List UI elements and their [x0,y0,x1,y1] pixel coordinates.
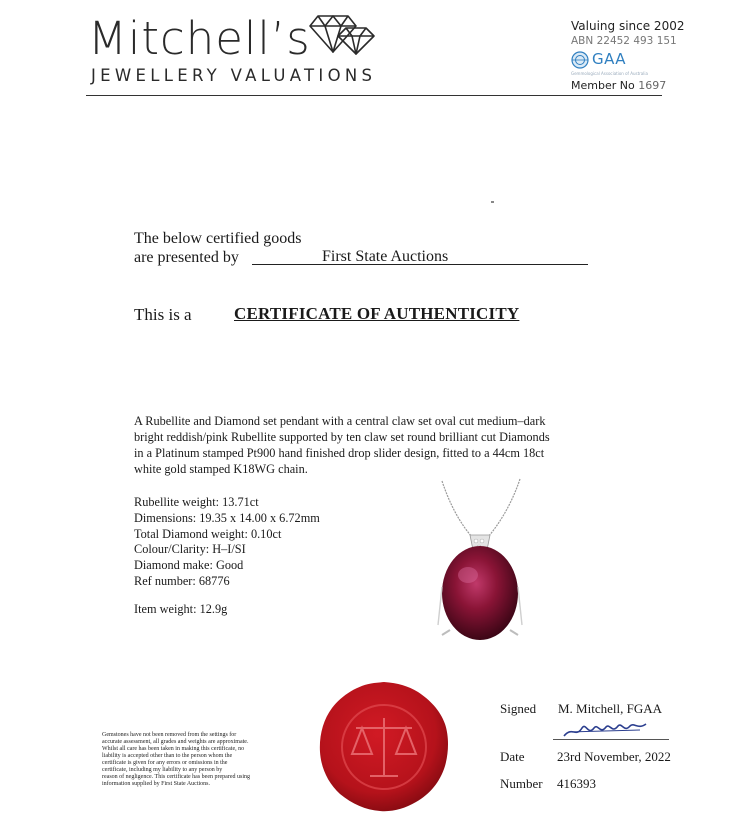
recipient-name: First State Auctions [322,248,449,265]
disclaimer-line: Whilst all care has been taken in making this certificate, no [102,746,245,752]
certificate-date: 23rd November, 2022 [557,749,671,764]
description-line: white gold stamped K18WG chain. [134,462,308,476]
brand-tagline: JEWELLERY VALUATIONS [91,66,377,85]
description-line: in a Platinum stamped Pt900 hand finished drop slider design, fitted to a 44cm 18ct [134,446,545,460]
gaa-logo-text: GAA [592,50,627,68]
diamond-logo-icon [308,14,376,56]
spec-colour-clarity: Colour/Clarity: H–I/SI [134,542,246,557]
spec-rubellite-weight: Rubellite weight: 13.71ct [134,495,259,509]
disclaimer-line: information supplied by First State Auctions. [102,781,210,787]
gaa-globe-icon [571,51,589,69]
number-label: Number [500,776,543,791]
description-line: A Rubellite and Diamond set pendant with a central claw set oval cut medium–dark [134,414,546,428]
pendant-photo [420,475,540,645]
member-label: Member No [571,79,635,92]
spec-diamond-make: Diamond make: Good [134,558,244,573]
item-description [134,413,614,477]
signer-name: M. Mitchell, FGAA [558,701,662,716]
valuing-since: Valuing since 2002 [571,19,685,33]
presented-line-1: The below certified goods [134,230,302,247]
disclaimer-line: certificate, including my liability to any person by [102,767,223,773]
gaa-subtitle: Gemmological Association of Australia [571,71,648,76]
disclaimer-line: certificate is given for any errors or omissions in the [102,760,228,766]
member-number [571,79,666,92]
abn-number: ABN 22452 493 151 [571,35,677,47]
certificate-number: 416393 [557,776,596,791]
specification-list [134,495,320,590]
disclaimer-line: Gemstones have not been removed from the settings for [102,732,237,738]
disclaimer-text [102,732,302,788]
header-divider [86,95,662,96]
signed-label: Signed [500,701,537,716]
wax-seal [318,680,450,814]
speck-mark [491,201,494,203]
presented-line-2: are presented by [134,249,239,266]
disclaimer-line: reason of negligence. This certificate has been prepared using [102,774,250,780]
item-weight: Item weight: 12.9g [134,602,228,616]
spec-diamond-weight: Total Diamond weight: 0.10ct [134,526,282,541]
date-label: Date [500,749,525,764]
spec-dimensions: Dimensions: 19.35 x 14.00 x 6.72mm [134,510,320,525]
certificate-prefix: This is a [134,305,192,324]
rubellite-gem [442,546,518,640]
description-line: bright reddish/pink Rubellite supported by ten claw set round brilliant cut Diamonds [134,430,550,444]
spec-ref-number: Ref number: 68776 [134,573,230,588]
member-number-value: 1697 [638,79,667,92]
disclaimer-line: accurate assessment, all grades and weights are approximate. [102,739,249,745]
signature-line [553,739,669,740]
chain-icon [442,479,520,537]
disclaimer-line: liability is accepted other than to the person whom the [102,753,233,759]
brand-name: Mitchell’s [88,12,311,65]
certificate-title: CERTIFICATE OF AUTHENTICITY [234,304,520,323]
